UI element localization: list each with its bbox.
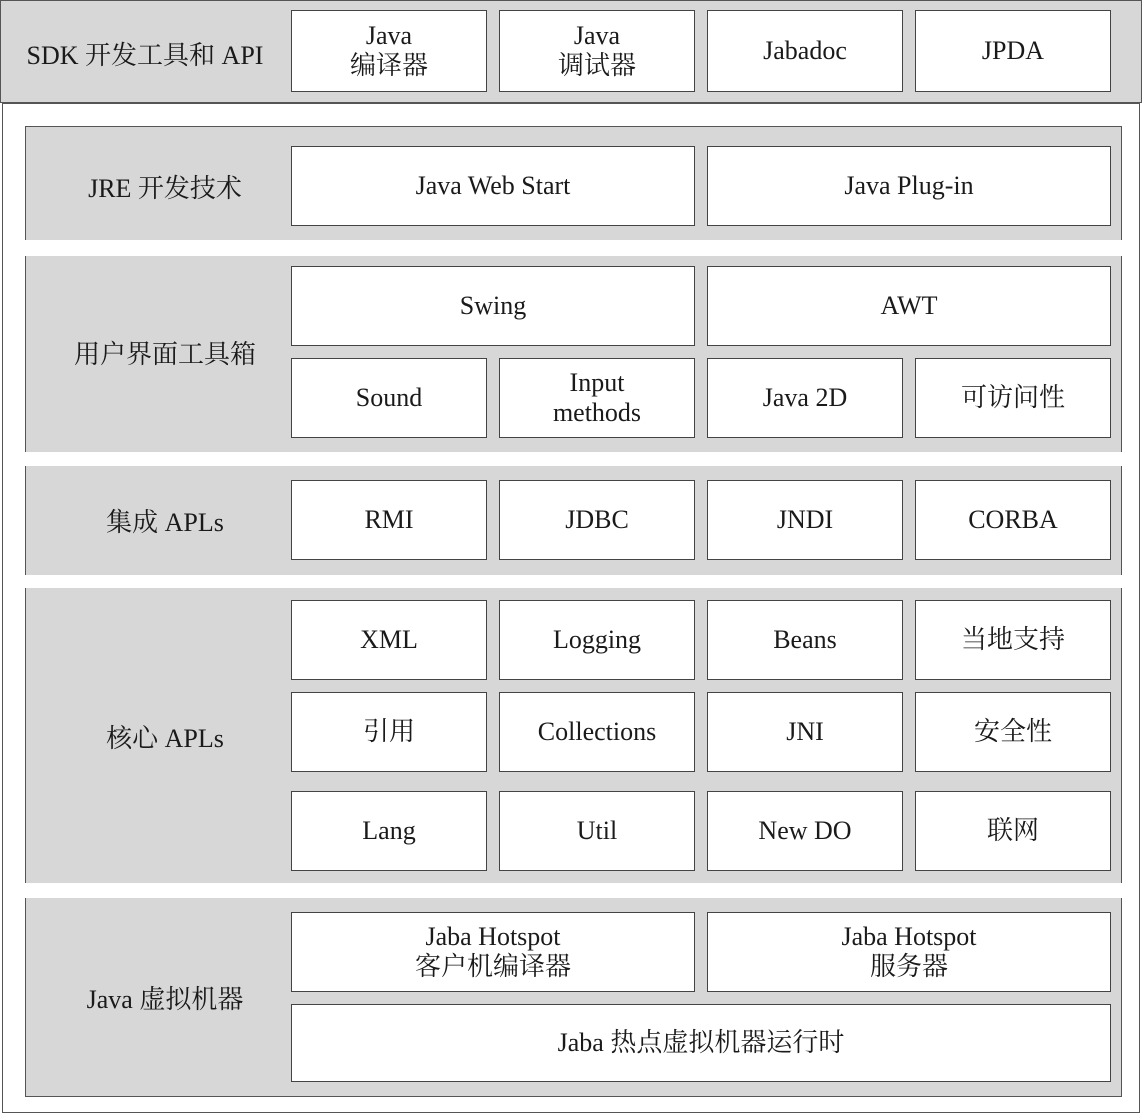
core-label: 核心 APLs (106, 723, 224, 753)
corba-box: CORBA (915, 480, 1111, 560)
hotspot-runtime-box: Jaba 热点虚拟机器运行时 (291, 1004, 1111, 1082)
java-debugger-line2: 调试器 (557, 51, 636, 80)
networking-box: 联网 (915, 791, 1111, 871)
section-divider (25, 575, 1122, 588)
hotspot-client-line2: 客户机编译器 (414, 952, 571, 981)
section-divider (25, 240, 1122, 256)
jdbc-box: JDBC (499, 480, 695, 560)
jre-label: JRE 开发技术 (88, 173, 242, 203)
jndi-box: JNDI (707, 480, 903, 560)
rmi-box: RMI (291, 480, 487, 560)
section-divider (25, 883, 1122, 898)
java-web-start-box: Java Web Start (291, 146, 695, 226)
java-debugger-box (499, 10, 695, 92)
accessibility-box (915, 358, 1111, 438)
logging-box: Logging (499, 600, 695, 680)
input-methods-line1: Input (569, 368, 625, 397)
beans-box: Beans (707, 600, 903, 680)
awt-box: AWT (707, 266, 1111, 346)
jpda-box (915, 10, 1111, 92)
ui-toolkit-label: 用户界面工具箱 (73, 339, 256, 369)
java-compiler-box (291, 10, 487, 92)
reference-box: 引用 (291, 692, 487, 772)
new-io-box: New DO (707, 791, 903, 871)
locale-support-box: 当地支持 (915, 600, 1111, 680)
javadoc-box (707, 10, 903, 92)
jni-box: JNI (707, 692, 903, 772)
integration-label: 集成 APLs (106, 507, 224, 537)
java-debugger-line1: Java (573, 21, 621, 50)
lang-box: Lang (291, 791, 487, 871)
input-methods-box (499, 358, 695, 438)
jvm-label: Java 虚拟机器 (86, 984, 244, 1014)
hotspot-server-line1: Jaba Hotspot (841, 922, 977, 951)
javadoc-label: Jabadoc (763, 36, 847, 65)
xml-box: XML (291, 600, 487, 680)
java-compiler-line1: Java (365, 21, 413, 50)
section-divider (25, 452, 1122, 466)
sound-box (291, 358, 487, 438)
hotspot-server-box (707, 912, 1111, 992)
java-compiler-line2: 编译器 (349, 51, 428, 80)
sound-label: Sound (355, 383, 423, 412)
java-2d-label: Java 2D (762, 383, 848, 412)
sdk-label: SDK 开发工具和 API (26, 40, 264, 70)
accessibility-label: 可访问性 (960, 383, 1065, 412)
hotspot-server-line2: 服务器 (869, 952, 948, 981)
hotspot-client-line1: Jaba Hotspot (425, 922, 561, 951)
input-methods-line2: methods (552, 398, 642, 427)
java-2d-box (707, 358, 903, 438)
hotspot-client-compiler-box (291, 912, 695, 992)
collections-box: Collections (499, 692, 695, 772)
security-box: 安全性 (915, 692, 1111, 772)
util-box: Util (499, 791, 695, 871)
jpda-label: JPDA (981, 36, 1045, 65)
swing-box: Swing (291, 266, 695, 346)
java-plugin-box: Java Plug-in (707, 146, 1111, 226)
